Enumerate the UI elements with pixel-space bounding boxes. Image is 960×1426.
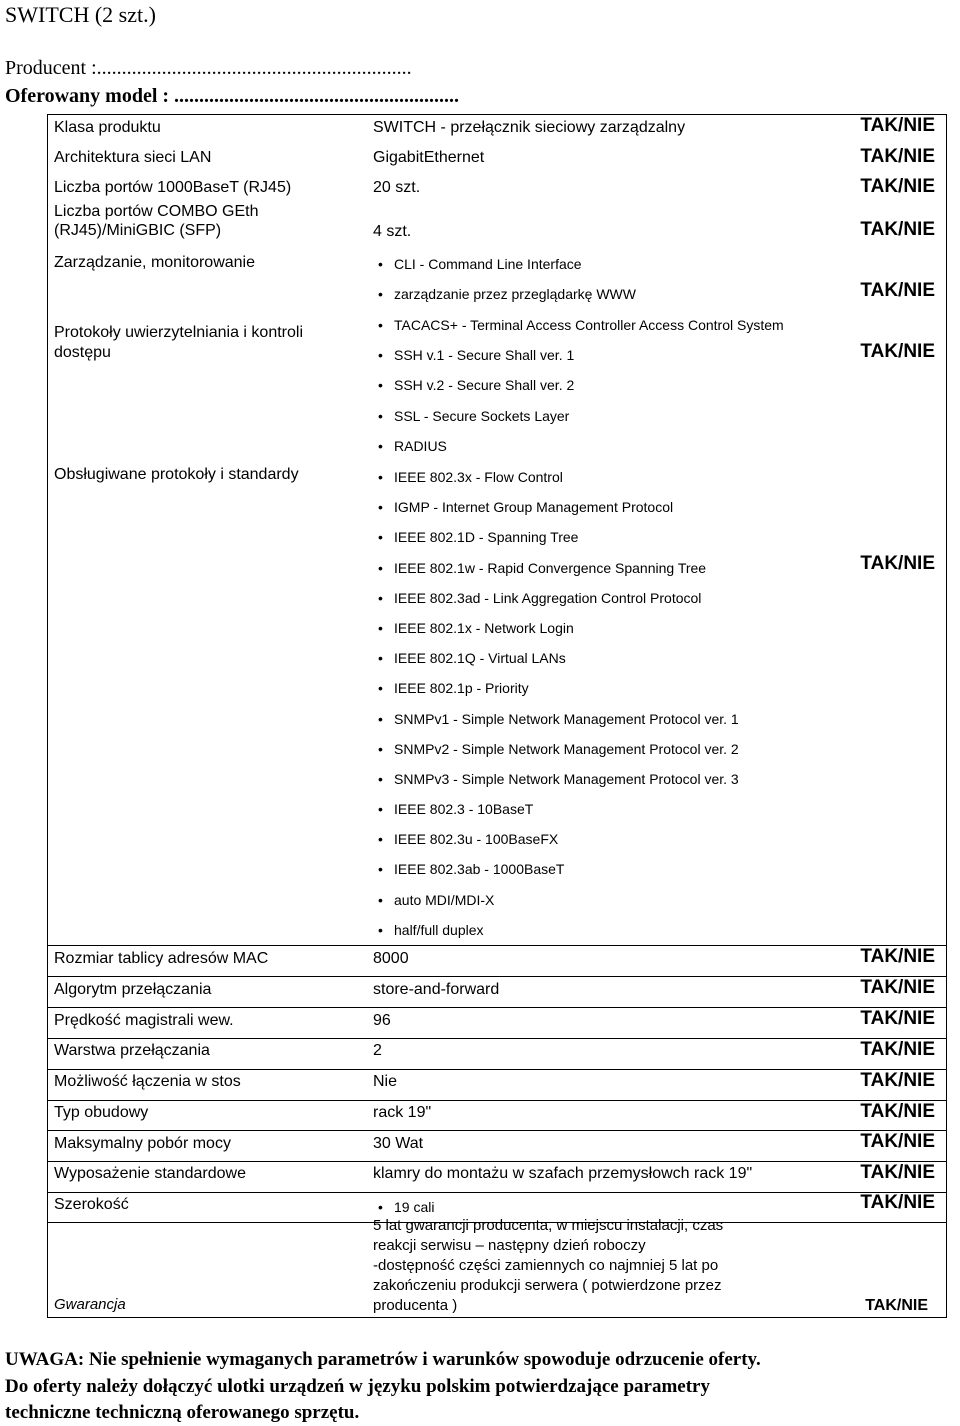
list-item: • IEEE 802.3 - 10BaseT [376, 800, 739, 830]
tak-nie-marker: TAK/NIE [860, 977, 935, 998]
attachment-note: techniczne techniczną oferowanego sprzętu. [5, 1402, 360, 1423]
row-bus-label: Prędkość magistrali wew. [54, 1012, 234, 1029]
row-stack-label: Możliwość łączenia w stos [54, 1073, 241, 1090]
tak-nie-marker: TAK/NIE [860, 280, 935, 301]
page-title: SWITCH (2 szt.) [5, 2, 156, 27]
row-combo-label: (RJ45)/MiniGBIC (SFP) [54, 222, 222, 239]
list-item: • auto MDI/MDI-X [376, 891, 739, 921]
warranty-line: reakcji serwisu – następny dzień roboczy [373, 1237, 646, 1254]
list-item: • 19 cali [376, 1198, 434, 1228]
tak-nie-marker: TAK/NIE [865, 1297, 928, 1314]
row-mac-label: Rozmiar tablicy adresów MAC [54, 950, 269, 967]
list-item: • SNMPv2 - Simple Network Management Protocol ver. 2 [376, 740, 739, 770]
row-lan-label: Architektura sieci LAN [54, 149, 212, 166]
tak-nie-marker: TAK/NIE [860, 341, 935, 362]
list-item: • SNMPv3 - Simple Network Management Protocol ver. 3 [376, 770, 739, 800]
list-item: • SSL - Secure Sockets Layer [376, 407, 784, 437]
attachment-note: Do oferty należy dołączyć ulotki urządzeń w języku polskim potwierdzające parametry [5, 1376, 710, 1397]
producer-field: Producent :............................................................... [5, 57, 412, 79]
warranty-line: zakończeniu produkcji serwera ( potwierdzone przez [373, 1277, 722, 1294]
tak-nie-marker: TAK/NIE [860, 219, 935, 240]
row-algorithm-value: store-and-forward [373, 981, 500, 998]
row-layer-value: 2 [373, 1042, 382, 1059]
tak-nie-marker: TAK/NIE [860, 1070, 935, 1091]
list-item: • SNMPv1 - Simple Network Management Protocol ver. 1 [376, 710, 739, 740]
row-combo-value: 4 szt. [373, 223, 412, 240]
management-list [376, 255, 636, 315]
tak-nie-marker: TAK/NIE [860, 1162, 935, 1183]
row-power-label: Maksymalny pobór mocy [54, 1135, 231, 1152]
tak-nie-marker: TAK/NIE [860, 176, 935, 197]
row-ports-label: Liczba portów 1000BaseT (RJ45) [54, 179, 292, 196]
tak-nie-marker: TAK/NIE [860, 1039, 935, 1060]
management-label: Zarządzanie, monitorowanie [54, 254, 255, 271]
row-algorithm-label: Algorytm przełączania [54, 981, 212, 998]
row-product-class-value: SWITCH - przełącznik sieciowy zarządzalny [373, 119, 686, 136]
list-item: • IEEE 802.1w - Rapid Convergence Spanning Tree [376, 559, 739, 589]
row-product-class-label: Klasa produktu [54, 119, 161, 136]
protocols-label: Obsługiwane protokoły i standardy [54, 466, 299, 483]
row-housing-label: Typ obudowy [54, 1104, 149, 1121]
tak-nie-marker: TAK/NIE [860, 1131, 935, 1152]
list-item: • zarządzanie przez przeglądarkę WWW [376, 285, 636, 315]
protocols-list [376, 468, 739, 951]
row-bus-value: 96 [373, 1012, 391, 1029]
list-item: • IEEE 802.3u - 100BaseFX [376, 830, 739, 860]
model-field: Oferowany model : ......................................................... [5, 85, 460, 107]
list-item: • IEEE 802.1p - Priority [376, 679, 739, 709]
tak-nie-marker: TAK/NIE [860, 1192, 935, 1213]
warning-note: UWAGA: Nie spełnienie wymaganych parametrów i warunków spowoduje odrzucenie oferty. [5, 1349, 761, 1370]
list-item: • SSH v.1 - Secure Shall ver. 1 [376, 346, 784, 376]
warranty-line: -dostępność części zamiennych co najmniej 5 lat po [373, 1257, 719, 1274]
list-item: • half/full duplex [376, 921, 739, 951]
row-equipment-value: klamry do montażu w szafach przemysłowch rack 19" [373, 1165, 753, 1182]
width-label: Szerokość [54, 1196, 129, 1213]
list-item: • IGMP - Internet Group Management Protocol [376, 498, 739, 528]
tak-nie-marker: TAK/NIE [860, 553, 935, 574]
auth-label: Protokoły uwierzytelniania i kontroli [54, 324, 303, 341]
list-item: • IEEE 802.1x - Network Login [376, 619, 739, 649]
list-item: • RADIUS [376, 437, 784, 467]
auth-list [376, 316, 784, 467]
tak-nie-marker: TAK/NIE [860, 946, 935, 967]
row-stack-value: Nie [373, 1073, 398, 1090]
row-power-value: 30 Wat [373, 1135, 424, 1152]
tak-nie-marker: TAK/NIE [860, 146, 935, 167]
row-ports-value: 20 szt. [373, 179, 421, 196]
auth-label: dostępu [54, 344, 111, 361]
list-item: • IEEE 802.3ad - Link Aggregation Control Protocol [376, 589, 739, 619]
list-item: • CLI - Command Line Interface [376, 255, 636, 285]
list-item: • SSH v.2 - Secure Shall ver. 2 [376, 376, 784, 406]
list-item: • TACACS+ - Terminal Access Controller Access Control System [376, 316, 784, 346]
tak-nie-marker: TAK/NIE [860, 1101, 935, 1122]
row-layer-label: Warstwa przełączania [54, 1042, 210, 1059]
row-mac-value: 8000 [373, 950, 409, 967]
list-item: • IEEE 802.3ab - 1000BaseT [376, 860, 739, 890]
tak-nie-marker: TAK/NIE [860, 1008, 935, 1029]
row-housing-value: rack 19" [373, 1104, 432, 1121]
row-combo-label: Liczba portów COMBO GEth [54, 203, 259, 220]
warranty-text [373, 1216, 723, 1316]
list-item: • IEEE 802.1Q - Virtual LANs [376, 649, 739, 679]
warranty-line: 5 lat gwarancji producenta, w miejscu instalacji, czas [373, 1217, 724, 1234]
warranty-label: Gwarancja [54, 1296, 126, 1313]
row-equipment-label: Wyposażenie standardowe [54, 1165, 246, 1182]
warranty-line: producenta ) [373, 1297, 458, 1314]
list-item: • IEEE 802.1D - Spanning Tree [376, 528, 739, 558]
row-lan-value: GigabitEthernet [373, 149, 485, 166]
tak-nie-marker: TAK/NIE [860, 115, 935, 136]
list-item: • IEEE 802.3x - Flow Control [376, 468, 739, 498]
